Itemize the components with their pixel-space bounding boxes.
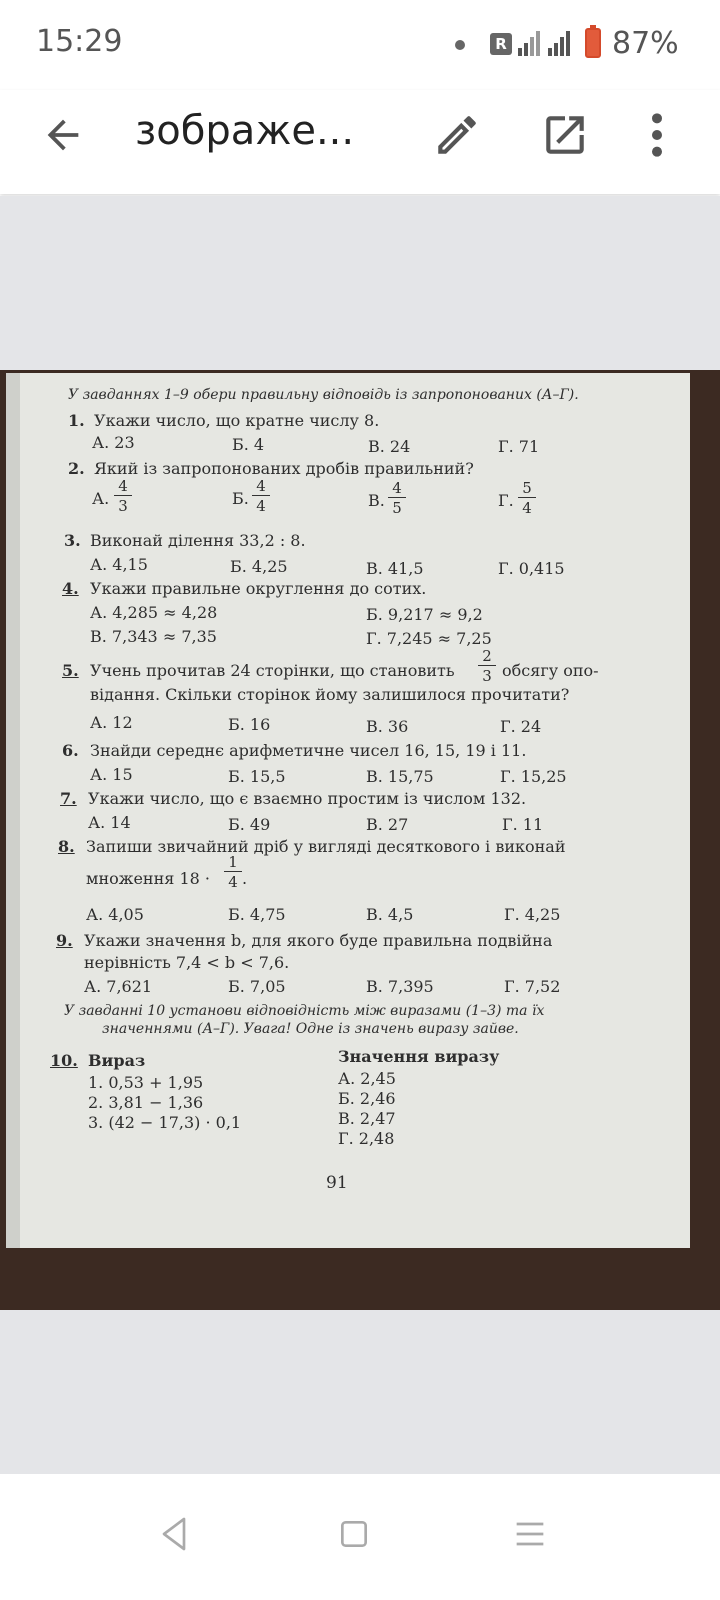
q8-fraction: $\frac{1}{4}$ [224, 853, 242, 892]
q3-option-c: В. 41,5 [366, 559, 424, 578]
q3-text: Виконай ділення 33,2 : 8. [90, 531, 306, 550]
more-options-icon[interactable] [640, 110, 674, 160]
q5-option-b: Б. 16 [228, 715, 271, 734]
q1-number: 1. [68, 411, 85, 430]
page-title: зображе... [135, 108, 355, 154]
status-bar [0, 0, 720, 90]
q9-option-d: Г. 7,52 [504, 977, 561, 996]
q4-text: Укажи правильне округлення до сотих. [90, 579, 427, 598]
q6-number: 6. [62, 741, 79, 760]
q2-option-b: Б. [232, 489, 249, 508]
q1-option-a: А. 23 [92, 433, 135, 452]
q10-expr-2: 2. 3,81 − 1,36 [88, 1093, 204, 1112]
q2-option-a: А. [92, 489, 110, 508]
q10-expr-1: 1. 0,53 + 1,95 [88, 1073, 204, 1092]
q6-option-c: В. 15,75 [366, 767, 434, 786]
q8-text-1: Запиши звичайний дріб у вигляді десяткового і виконай [86, 837, 566, 856]
page-number: 91 [326, 1173, 348, 1193]
q7-option-d: Г. 11 [502, 815, 544, 834]
q2-fraction-b: $\frac{4}{4}$ [252, 477, 270, 516]
q8-number: 8. [58, 837, 75, 856]
q5-fraction: $\frac{2}{3}$ [478, 647, 496, 686]
roaming-icon: R [490, 33, 512, 55]
q10-value-c: В. 2,47 [338, 1109, 396, 1128]
q3-option-b: Б. 4,25 [230, 557, 288, 576]
open-external-icon[interactable] [540, 110, 590, 160]
back-arrow-icon[interactable] [40, 112, 86, 158]
q2-fraction-d: $\frac{5}{4}$ [518, 479, 536, 518]
q7-number: 7. [60, 789, 77, 808]
signal-icon-2 [548, 30, 570, 56]
instruction-1: У завданнях 1–9 обери правильну відповідь із запропонованих (А–Г). [68, 387, 579, 403]
q6-option-b: Б. 15,5 [228, 767, 286, 786]
q5-text-2: відання. Скільки сторінок йому залишилося прочитати? [90, 685, 570, 704]
nav-back-icon[interactable] [154, 1514, 194, 1554]
q10-col-value: Значення виразу [338, 1047, 500, 1066]
edit-pencil-icon[interactable] [432, 110, 482, 160]
nav-home-icon[interactable] [334, 1514, 374, 1554]
q5-option-c: В. 36 [366, 717, 409, 736]
q10-value-b: Б. 2,46 [338, 1089, 396, 1108]
q8-option-b: Б. 4,75 [228, 905, 286, 924]
q9-option-b: Б. 7,05 [228, 977, 286, 996]
q1-text: Укажи число, що кратне числу 8. [94, 411, 380, 430]
q7-option-b: Б. 49 [228, 815, 271, 834]
q3-option-a: А. 4,15 [90, 555, 148, 574]
battery-percent: 87% [612, 26, 679, 61]
q9-text-1: Укажи значення b, для якого буде правильна подвійна [84, 931, 553, 950]
q7-option-c: В. 27 [366, 815, 409, 834]
notification-dot-icon [455, 40, 465, 50]
q1-option-d: Г. 71 [498, 437, 540, 456]
q7-text: Укажи число, що є взаємно простим із числом 132. [88, 789, 527, 808]
q4-option-c: В. 7,343 ≈ 7,35 [90, 627, 217, 646]
q2-fraction-a: $\frac{4}{3}$ [114, 477, 132, 516]
q2-fraction-c: $\frac{4}{5}$ [388, 479, 406, 518]
q3-option-d: Г. 0,415 [498, 559, 565, 578]
battery-icon [585, 28, 601, 58]
q9-number: 9. [56, 931, 73, 950]
q4-option-a: А. 4,285 ≈ 4,28 [90, 603, 218, 622]
q5-text-1b: обсягу опо- [502, 661, 599, 680]
q9-text-2: нерівність 7,4 < b < 7,6. [84, 953, 290, 972]
q2-text: Який із запропонованих дробів правильний? [94, 459, 474, 478]
q2-option-c: В. [368, 491, 385, 510]
q10-number: 10. [50, 1051, 78, 1070]
q5-number: 5. [62, 661, 79, 680]
status-time: 15:29 [36, 24, 123, 59]
q8-option-a: А. 4,05 [86, 905, 144, 924]
q4-option-b: Б. 9,217 ≈ 9,2 [366, 605, 483, 624]
q8-text-2b: . [242, 869, 248, 888]
q2-option-d: Г. [498, 491, 514, 510]
q4-number: 4. [62, 579, 79, 598]
q10-expr-3: 3. (42 − 17,3) · 0,1 [88, 1113, 242, 1132]
photo[interactable] [0, 370, 720, 1310]
q10-value-a: А. 2,45 [338, 1069, 396, 1088]
q3-number: 3. [64, 531, 81, 550]
q6-option-a: А. 15 [90, 765, 133, 784]
instruction-2b: значеннями (А–Г). Увага! Одне із значень виразу зайве. [102, 1021, 519, 1037]
q8-text-2: множення 18 · [86, 869, 210, 888]
navigation-bar [0, 1474, 720, 1600]
q5-option-a: А. 12 [90, 713, 133, 732]
signal-icon-1 [518, 30, 540, 56]
nav-recents-icon[interactable] [510, 1514, 550, 1554]
textbook-page [6, 373, 690, 1248]
q9-option-c: В. 7,395 [366, 977, 434, 996]
app-bar [0, 90, 720, 194]
q1-option-c: В. 24 [368, 437, 411, 456]
q5-option-d: Г. 24 [500, 717, 542, 736]
q10-value-d: Г. 2,48 [338, 1129, 395, 1148]
q10-col-expression: Вираз [88, 1051, 146, 1070]
instruction-2a: У завданні 10 установи відповідність між виразами (1–3) та їх [64, 1003, 545, 1019]
q1-option-b: Б. 4 [232, 435, 265, 454]
q9-option-a: А. 7,621 [84, 977, 153, 996]
q4-option-d: Г. 7,245 ≈ 7,25 [366, 629, 492, 648]
q2-number: 2. [68, 459, 85, 478]
q6-text: Знайди середнє арифметичне чисел 16, 15, 19 і 11. [90, 741, 527, 760]
q7-option-a: А. 14 [88, 813, 131, 832]
q5-text-1: Учень прочитав 24 сторінки, що становить [90, 661, 455, 680]
q6-option-d: Г. 15,25 [500, 767, 567, 786]
q8-option-c: В. 4,5 [366, 905, 414, 924]
q8-option-d: Г. 4,25 [504, 905, 561, 924]
